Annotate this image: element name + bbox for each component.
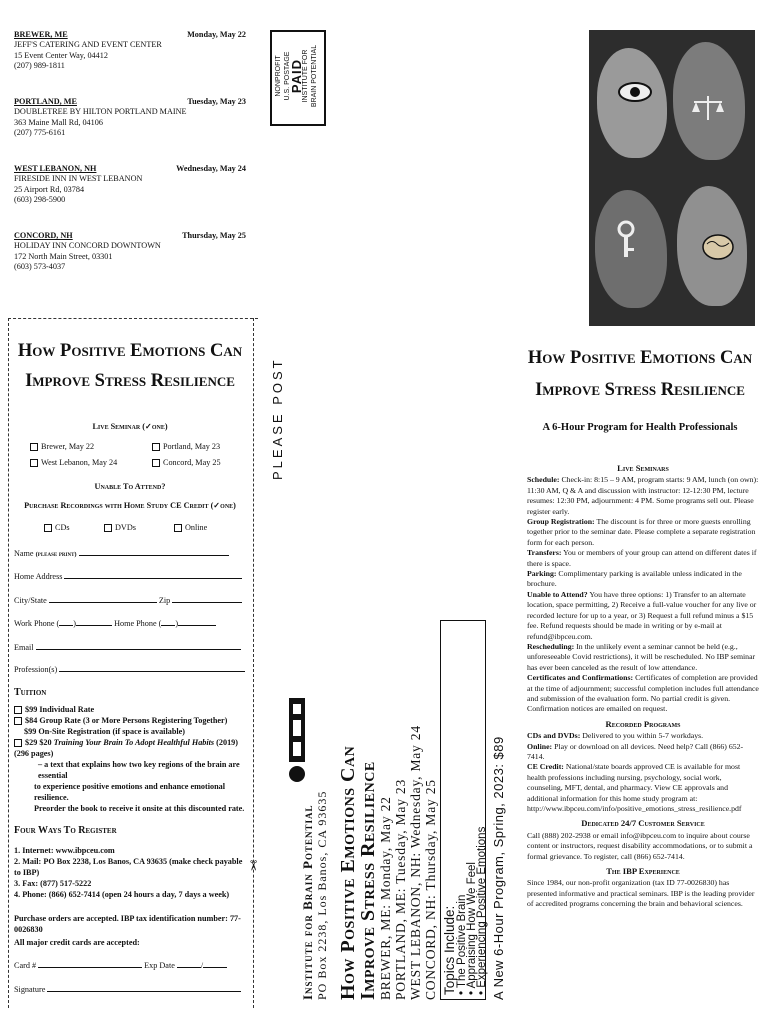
info-paragraph	[527, 517, 759, 548]
name-input-line[interactable]	[79, 555, 229, 556]
mailer-date: BREWER, ME: Monday, May 22	[378, 796, 393, 1000]
checkbox[interactable]	[104, 524, 112, 532]
profession-field[interactable]	[14, 664, 246, 675]
info-text: Delivered to you within 5-7 workdays.	[582, 731, 704, 741]
exp-month-line[interactable]	[177, 967, 201, 968]
location-address: 363 Maine Mall Rd, 04106	[14, 117, 103, 127]
option-label: Brewer, May 22	[41, 442, 95, 451]
info-label: Rescheduling:	[527, 641, 575, 651]
field-label: Home Phone (	[114, 619, 162, 628]
location-address: 15 Event Center Way, 04412	[14, 50, 108, 60]
permit-line: NONPROFIT	[275, 55, 282, 97]
location-city: BREWER, ME	[14, 30, 68, 39]
zip-input-line[interactable]	[172, 602, 242, 603]
media-option-online[interactable]	[174, 522, 207, 533]
location-phone: (207) 775-6161	[14, 128, 66, 138]
email-field[interactable]	[14, 642, 246, 653]
form-title-line: Improve Stress Resilience	[25, 371, 235, 391]
page-title	[522, 342, 758, 406]
location-phone: (603) 573-4037	[14, 262, 66, 272]
topics-heading: Topics Include:	[442, 905, 457, 995]
book-desc: Preorder the book to receive it onsite at this discounted rate.	[34, 804, 245, 813]
location-venue: FIRESIDE INN IN WEST LEBANON	[14, 174, 143, 184]
info-label: Group Registration:	[527, 517, 595, 527]
topic-text: Appraising How We Feel	[466, 862, 478, 989]
permit-paid: PAID	[289, 58, 304, 94]
exp-year-line[interactable]	[203, 967, 227, 968]
checkbox[interactable]	[30, 459, 38, 467]
ways-heading: Four Ways To Register	[14, 825, 117, 836]
info-text: Since 1984, our non-profit organization (tax ID 77-0026830) has presented informative and practical seminars. IBP is the leading provider of accredited programs concerning the brain and behavioral sciences.	[527, 878, 755, 909]
signature-field[interactable]	[14, 984, 250, 995]
live-seminar-heading: Live Seminar (✓one)	[92, 422, 168, 431]
topic-text: The Positive Brain	[456, 894, 468, 988]
city-input-line[interactable]	[49, 602, 157, 603]
info-text: You have three options: 1) Transfer to an alternate location, space permitting, 2) Receive a full-value voucher for any live or recorded lecture for up to a year, or 3) Request a full refund minus a $15 fee. Refund requests should be made in writing or by e-mail at refund@ibpceu.com.	[527, 589, 757, 641]
location-day: Tuesday, May 23	[187, 97, 246, 106]
info-paragraph	[527, 742, 759, 763]
tuition-text: $84 Group Rate (3 or More Persons Registering Together)	[25, 716, 228, 725]
info-paragraph	[527, 731, 759, 741]
location-venue: DOUBLETREE BY HILTON PORTLAND MAINE	[14, 107, 187, 117]
info-label: Schedule:	[527, 475, 560, 485]
ibp-logo-icon	[284, 690, 310, 786]
info-label: CDs and DVDs:	[527, 731, 581, 741]
info-text: You or members of your group can attend on different dates if there is space.	[527, 548, 757, 568]
brain-icon	[701, 230, 735, 264]
field-label: Zip	[158, 596, 171, 605]
info-paragraph	[527, 642, 759, 673]
field-label: Name	[14, 549, 34, 558]
way-item: 4. Phone: (866) 652-7414 (open 24 hours a day, 7 days a week)	[14, 890, 230, 899]
field-label: )	[175, 619, 179, 628]
title-line: How Positive Emotions Can	[527, 348, 753, 368]
field-note: (please print)	[35, 551, 77, 558]
brain-heads-image	[589, 30, 755, 326]
cut-line	[8, 318, 258, 319]
tuition-text: $29 $20	[25, 738, 52, 747]
tuition-option[interactable]	[14, 737, 250, 759]
name-field[interactable]	[14, 548, 246, 560]
way-item: 1. Internet: www.ibpceu.com	[14, 846, 115, 855]
postage-permit	[270, 30, 326, 126]
location-venue: JEFF'S CATERING AND EVENT CENTER	[14, 40, 162, 50]
tuition-text: $99 Individual Rate	[25, 705, 95, 714]
profession-input-line[interactable]	[59, 671, 245, 672]
form-title	[14, 336, 246, 396]
permit-line: U.S. POSTAGE	[284, 51, 291, 101]
field-label: /	[200, 961, 204, 970]
location-portland	[14, 97, 246, 139]
option-label: CDs	[55, 523, 70, 532]
location-city: PORTLAND, ME	[14, 97, 77, 106]
field-label: Card #	[14, 961, 37, 970]
mailer-po-box: PO Box 2238, Los Banos, CA 93635	[315, 790, 329, 1000]
info-paragraph	[527, 548, 759, 569]
topic-item: • Appraising How We Feel	[466, 862, 478, 995]
tuition-option[interactable]	[14, 704, 250, 715]
mailer-date: PORTLAND, ME: Tuesday, May 23	[393, 778, 408, 1000]
scales-icon	[691, 94, 725, 122]
cards-note: All major credit cards are accepted:	[14, 938, 140, 947]
topic-item: • Experiencing Positive Emotions	[476, 826, 488, 995]
live-seminars-section	[527, 459, 759, 910]
signature-input-line[interactable]	[47, 991, 241, 992]
checkbox[interactable]	[14, 717, 22, 725]
cut-line	[8, 318, 9, 1008]
option-label: Online	[185, 523, 208, 532]
media-option-cds[interactable]	[44, 522, 70, 533]
scissors-icon: ✂	[244, 859, 260, 872]
purchase-orders: Purchase orders are accepted. IBP tax identification number: 77-0026830	[14, 914, 241, 934]
email-input-line[interactable]	[36, 649, 241, 650]
info-label: Online:	[527, 741, 553, 751]
mailer-date: WEST LEBANON, NH: Wednesday, May 24	[408, 725, 423, 1000]
subtitle: A 6-Hour Program for Health Professionals	[542, 422, 738, 433]
location-phone: (603) 298-5900	[14, 195, 66, 205]
info-paragraph	[527, 590, 759, 642]
option-label: Concord, May 25	[163, 458, 221, 467]
info-text: Certificates of completion are provided at the time of adjournment; successful completion includes full attendance and submission of the evaluation form. No partial credit is given. Confirmation notices are emailed on request.	[527, 673, 759, 714]
location-west-lebanon	[14, 164, 246, 206]
field-label: Exp Date	[144, 961, 175, 970]
location-address: 25 Airport Rd, 03784	[14, 184, 85, 194]
tuition-list	[14, 704, 250, 814]
location-address: 172 North Main Street, 03301	[14, 251, 113, 261]
field-label: Profession(s)	[14, 665, 58, 674]
mailer-institute: Institute for Brain Potential	[300, 804, 315, 1000]
info-text: Check-in: 8:15 – 9 AM, program starts: 9 AM, lunch (on own): 11:30 AM, Q & A and discussion with instructor: 12-12:30 PM, lecture resumes: 12:30 PM, adjournment: 4 PM. Some programs sell out. Please register early.	[527, 475, 759, 516]
location-phone: (207) 989-1811	[14, 61, 65, 71]
field-label: Email	[14, 643, 34, 652]
eye-icon	[617, 78, 653, 106]
info-paragraph	[527, 673, 759, 715]
location-venue: HOLIDAY INN CONCORD DOWNTOWN	[14, 241, 161, 251]
city-state-field[interactable]	[14, 595, 246, 606]
field-label: Home Address	[14, 572, 63, 581]
cut-line	[253, 318, 254, 1008]
mailer-date: CONCORD, NH: Thursday, May 25	[423, 779, 438, 1000]
way-item: 2. Mail: PO Box 2238, Los Banos, CA 93635 (make check payable to IBP)	[14, 857, 243, 877]
field-label: )	[73, 619, 77, 628]
work-area-line[interactable]	[59, 625, 73, 626]
please-post: PLEASE POST	[270, 357, 285, 480]
option-label: West Lebanon, May 24	[41, 458, 118, 467]
checkbox[interactable]	[152, 459, 160, 467]
location-day: Thursday, May 25	[182, 231, 246, 240]
key-icon	[609, 220, 643, 260]
info-text: National/state boards approved CE is available for most health professions including nursing, psychology, social work, counseling, MFT, dental, and pharmacy. View CE approvals and additional information for this home study program at: http://www.ibpceu.com/info/positive_emotions_stress_resilience.pdf	[527, 762, 742, 813]
location-brewer	[14, 30, 246, 72]
mailer-title-line1: How Positive Emotions Can	[337, 745, 359, 1000]
tuition-option	[14, 726, 250, 737]
checkbox[interactable]	[44, 524, 52, 532]
card-input-line[interactable]	[38, 967, 142, 968]
checkbox[interactable]	[14, 706, 22, 714]
info-paragraph	[527, 475, 759, 517]
option-label: Portland, May 23	[163, 442, 221, 451]
field-label: Work Phone (	[14, 619, 60, 628]
book-title: Training Your Brain To Adopt Healthful Habits	[53, 738, 215, 747]
info-paragraph	[527, 569, 759, 590]
info-label: Unable to Attend?	[527, 589, 588, 599]
checkbox[interactable]	[174, 524, 182, 532]
ways-list	[14, 845, 250, 900]
title-line: Improve Stress Resilience	[535, 380, 745, 400]
checkbox[interactable]	[14, 739, 22, 747]
tuition-text: (2019) (296 pages)	[14, 738, 238, 758]
mailer-title-line2: Improve Stress Resilience	[357, 761, 379, 1000]
location-day: Wednesday, May 24	[176, 164, 246, 173]
section-heading: Recorded Programs	[605, 718, 681, 729]
section-heading: Live Seminars	[617, 463, 669, 473]
tuition-heading: Tuition	[14, 687, 47, 698]
home-address-field[interactable]	[14, 571, 246, 582]
section-heading: The IBP Experience	[606, 866, 680, 877]
info-text: Play or download on all devices. Need help? Call (866) 652-7414.	[527, 741, 744, 761]
checkbox[interactable]	[30, 443, 38, 451]
location-concord	[14, 231, 246, 273]
info-text: In the unlikely event a seminar cannot be held (e.g., unforeseeable Covid restrictions), it will be rescheduled. No IBP seminar has ever been canceled as the result of low attendance.	[527, 641, 756, 672]
info-paragraph	[527, 762, 759, 814]
info-label: CE Credit:	[527, 762, 564, 772]
field-label: City/State	[14, 596, 47, 605]
info-label: Parking:	[527, 569, 557, 579]
seminar-option-portland[interactable]	[152, 441, 252, 452]
tuition-text: $99 On-Site Registration (if space is available)	[24, 727, 186, 736]
location-day: Monday, May 22	[187, 30, 246, 39]
phone-field[interactable]	[14, 618, 246, 629]
media-option-dvds[interactable]	[104, 522, 136, 533]
field-label: Signature	[14, 985, 46, 994]
program-price: A New 6-Hour Program, Spring, 2023: $89	[491, 736, 506, 1000]
home-phone-line[interactable]	[178, 625, 216, 626]
home-area-line[interactable]	[161, 625, 175, 626]
form-title-line: How Positive Emotions Can	[17, 341, 243, 361]
topic-text: Experiencing Positive Emotions	[476, 826, 488, 988]
card-field[interactable]	[14, 960, 250, 971]
section-heading: Dedicated 24/7 Customer Service	[581, 818, 705, 829]
checkbox[interactable]	[152, 443, 160, 451]
address-input-line[interactable]	[64, 578, 242, 579]
permit-line: INSTITUTE FOR	[302, 49, 309, 103]
location-city: CONCORD, NH	[14, 231, 73, 240]
topic-item: • The Positive Brain	[456, 894, 468, 995]
info-label: Certificates and Confirmations:	[527, 673, 634, 683]
way-item: 3. Fax: (877) 517-5222	[14, 879, 92, 888]
info-text: Complimentary parking is available unless indicated in the brochure.	[527, 569, 742, 589]
work-phone-line[interactable]	[76, 625, 112, 626]
tuition-option[interactable]	[14, 715, 250, 726]
seminar-option-brewer[interactable]	[30, 441, 140, 452]
seminar-option-west-lebanon[interactable]	[30, 457, 150, 468]
unable-heading: Unable To Attend?	[94, 482, 166, 491]
location-city: WEST LEBANON, NH	[14, 164, 97, 173]
book-desc: – a text that explains how two key regions of the brain are essential	[38, 760, 240, 780]
permit-line: BRAIN POTENTIAL	[311, 44, 318, 108]
info-text: Call (888) 202-2938 or email info@ibpceu.com to inquire about course content or instructors, request disability accommodations, or to submit a formal grievance. To register, call (866) 652-7414.	[527, 830, 753, 861]
info-text: The discount is for three or more guests enrolling together prior to the seminar date. Please complete a separate registration form for each person.	[527, 517, 756, 547]
info-label: Transfers:	[527, 548, 562, 558]
seminar-option-concord[interactable]	[152, 457, 252, 468]
book-desc: to experience positive emotions and enhance emotional resilience.	[34, 782, 226, 802]
option-label: DVDs	[115, 523, 136, 532]
purchase-heading: Purchase Recordings with Home Study CE Credit (✓one)	[24, 501, 236, 510]
